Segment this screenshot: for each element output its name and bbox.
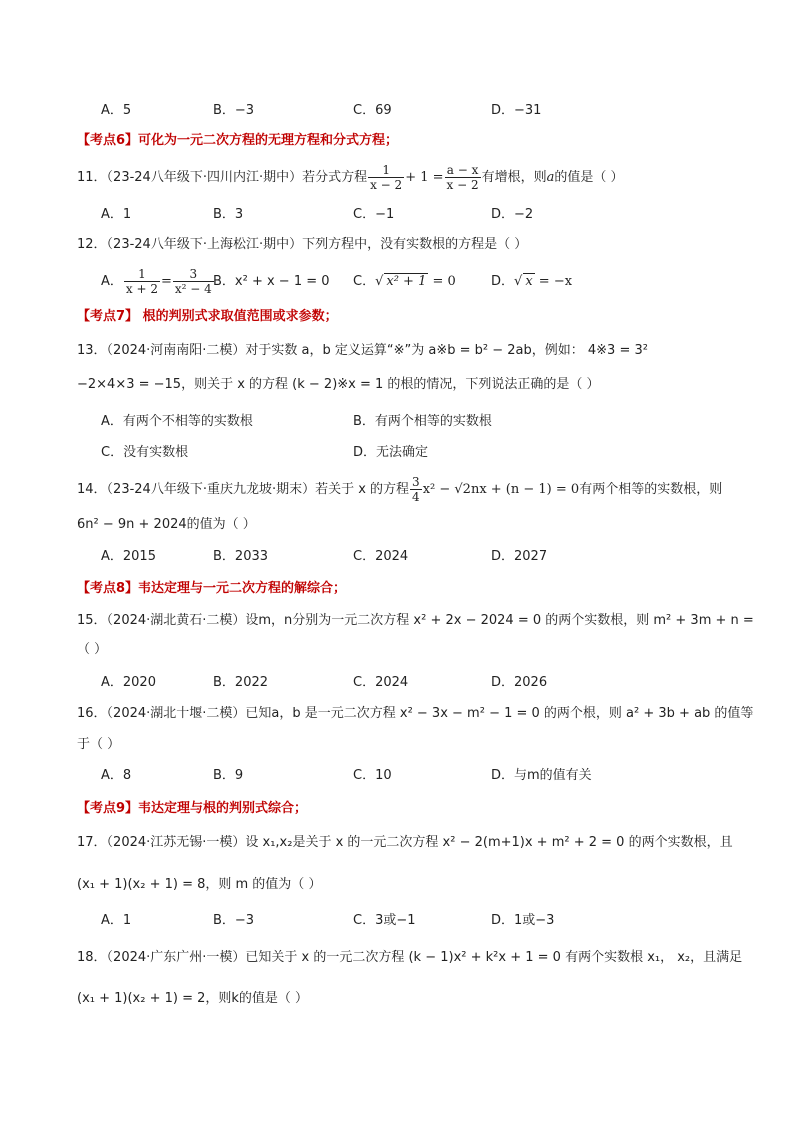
question-17-line-1: 17．（2024·江苏无锡·一模）设 x₁,x₂是关于 x 的一元二次方程 x² − 2(m+1)x + m² + 2 = 0 的两个实数根，且 — [77, 835, 733, 850]
q12-a-fraction-2: $\frac{3}{\text{x² − 4}}$ — [174, 267, 212, 296]
q15-option-d: D．2026 — [491, 675, 548, 690]
q12-a-fraction-1: $\frac{1}{x + 2}$ — [125, 267, 158, 296]
q10-option-d: D．−31 — [491, 103, 542, 118]
q15-option-c: C．2024 — [353, 675, 409, 690]
question-11 — [77, 163, 624, 193]
q12-option-c: C．√ x² + 1 = 0 — [353, 274, 456, 289]
q17-option-b: B．−3 — [213, 913, 255, 928]
q10-option-a: A．5 — [101, 103, 132, 118]
q17-option-d: D．1或−3 — [491, 913, 555, 928]
q11-option-c: C．−1 — [353, 207, 395, 222]
question-16-line-2: 于（ ） — [77, 737, 121, 752]
q16-option-c: C．10 — [353, 768, 392, 783]
q11-option-a: A．1 — [101, 207, 132, 222]
q13-option-c: C．没有实数根 — [101, 445, 189, 460]
sqrt-sign: √ — [514, 274, 523, 289]
q17-option-a: A．1 — [101, 913, 132, 928]
question-12: 12．（23-24八年级下·上海松江·期中）下列方程中，没有实数根的方程是（ ） — [77, 237, 528, 252]
q14-fraction: $\frac{3}{4}$ — [412, 475, 420, 504]
q14-option-a: A．2015 — [101, 549, 156, 564]
q11-variable: a — [546, 170, 555, 185]
q14-option-b: B．2033 — [213, 549, 269, 564]
q10-option-c: C．69 — [353, 103, 392, 118]
question-14-line-1: 14．（23-24八年级下·重庆九龙坡·期末）若关于 x 的方程 $\frac{3}{4}$ x² − √2nx + (n − 1) = 0有两个相等的实数根，则 — [77, 475, 723, 504]
q16-option-d: D．与m的值有关 — [491, 768, 592, 783]
question-15-line-1: 15．（2024·湖北黄石·二模）设m，n分别为一元二次方程 x² + 2x − 2024 = 0 的两个实数根，则 m² + 3m + n = — [77, 613, 754, 628]
q15-option-a: A．2020 — [101, 675, 156, 690]
q12-option-d: D．√ x = −x — [491, 274, 573, 289]
section-heading-6: 【考点6】可化为一元二次方程的无理方程和分式方程； — [77, 133, 399, 148]
question-14-line-2: 6n² − 9n + 2024的值为（ ） — [77, 517, 256, 532]
q15-option-b: B．2022 — [213, 675, 269, 690]
q16-option-a: A．8 — [101, 768, 132, 783]
question-13-line-2: −2×4×3 = −15，则关于 x 的方程 (k − 2)※x = 1 的根的情况，下列说法正确的是（ ） — [77, 377, 600, 392]
sqrt-sign: √ — [375, 274, 384, 289]
question-17-line-2: (x₁ + 1)(x₂ + 1) = 8，则 m 的值为（ ） — [77, 877, 322, 892]
q13-option-d: D．无法确定 — [353, 445, 429, 460]
question-18-line-1: 18．（2024·广东广州·一模）已知关于 x 的一元二次方程 (k − 1)x² + k²x + 1 = 0 有两个实数根 x₁， x₂，且满足 — [77, 950, 743, 965]
q13-option-a: A．有两个不相等的实数根 — [101, 414, 253, 429]
q11-lead: 11．（23-24八年级下·四川内江·期中）若分式方程 — [77, 170, 368, 185]
q14-option-c: C．2024 — [353, 549, 409, 564]
q11-fraction-1: $\frac{1}{x - 2}$ — [370, 163, 403, 192]
q11-mid: 有增根，则 — [481, 170, 547, 185]
section-heading-7: 【考点7】 根的判别式求取值范围或求参数； — [77, 309, 338, 324]
section-heading-9: 【考点9】韦达定理与根的判别式综合； — [77, 801, 308, 816]
q11-option-b: B．3 — [213, 207, 244, 222]
q11-tail: 的值是（ ） — [554, 170, 624, 185]
q17-option-c: C．3或−1 — [353, 913, 416, 928]
question-18-line-2: (x₁ + 1)(x₂ + 1) = 2，则k的值是（ ） — [77, 991, 309, 1006]
q10-option-b: B．−3 — [213, 103, 255, 118]
q12-option-b: B．x² + x − 1 = 0 — [213, 274, 330, 289]
question-16-line-1: 16．（2024·湖北十堰·二模）已知a，b 是一元二次方程 x² − 3x − m² − 1 = 0 的两个根，则 a² + 3b + ab 的值等 — [77, 706, 754, 721]
question-13-line-1: 13．（2024·河南南阳·二模）对于实数 a，b 定义运算“※”为 a※b = b² − 2ab，例如： 4※3 = 3² — [77, 343, 648, 358]
q11-option-d: D．−2 — [491, 207, 534, 222]
q12-option-a: A． $\frac{1}{x + 2}$ = $\frac{3}{\text{x² − 4}}$ — [101, 267, 212, 296]
q13-option-b: B．有两个相等的实数根 — [353, 414, 492, 429]
q14-option-d: D．2027 — [491, 549, 548, 564]
section-heading-8: 【考点8】韦达定理与一元二次方程的解综合； — [77, 581, 347, 596]
q11-fraction-2: $\frac{a - x}{x - 2}$ — [446, 163, 479, 192]
q11-plus: + 1 = — [405, 170, 444, 185]
q14-equation: x² − √2nx + (n − 1) = 0 — [422, 482, 580, 497]
q16-option-b: B．9 — [213, 768, 244, 783]
question-15-line-2: （ ） — [77, 642, 108, 657]
